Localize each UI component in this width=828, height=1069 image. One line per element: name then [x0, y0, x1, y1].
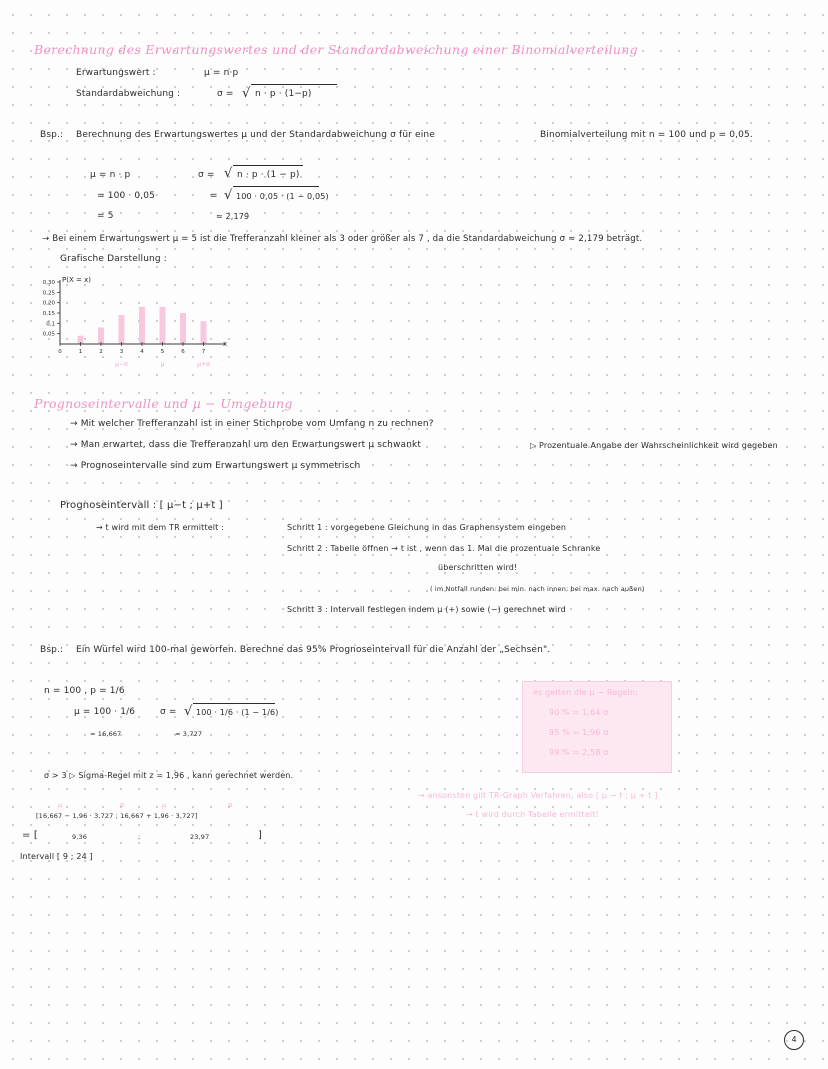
example1-conclusion: → Bei einem Erwartungswert μ = 5 ist die Trefferanzahl kleiner als 3 oder größer als 7 , da die Standardabweichung σ ≈ 2,179 beträgt. [42, 234, 643, 244]
example2-mu-line: μ = 100 · 1/6 [74, 707, 136, 717]
calc-mark-mu-2: μ [162, 801, 167, 809]
example2-label: Bsp.: [40, 645, 64, 655]
chart-ytick-label: 0,05 [42, 331, 55, 338]
example2-sigma-result: ≈ 3,727 [175, 730, 203, 738]
result-open: = [ [22, 830, 38, 841]
chart-bar-4 [139, 307, 145, 344]
calc-mark-sigma-1: σ [120, 801, 125, 809]
rounding-note: ( im Notfall runden: bei min. nach innen; bei max. nach außen) [430, 585, 645, 593]
section-title-prognosis-intervals: Prognoseintervalle und μ − Umgebung [34, 396, 293, 411]
graph-label: Grafische Darstellung : [60, 254, 167, 264]
sqrt-symbol: √ [224, 166, 233, 181]
example1-text: Berechnung des Erwartungswertes μ und der Standardabweichung σ für eine [76, 130, 435, 140]
def-standard-deviation-label: Standardabweichung : [76, 89, 181, 99]
sigma-box-row-99: 99 % = 2,58 σ [549, 748, 609, 757]
section2-bullet-2: → Man erwartet, dass die Trefferanzahl um den Erwartungswert μ schwankt [70, 440, 422, 450]
sqrt-bar [251, 84, 337, 85]
section-title-expected-value: Berechnung des Erwartungswertes und der Standardabweichung einer Binomialverteilung [34, 42, 638, 57]
t-note: → t wird mit dem TR ermittelt : [96, 523, 225, 532]
example1-text-continued: Binomialverteilung mit n = 100 und p = 0,05. [540, 130, 753, 140]
chart-annotation: μ+σ [197, 361, 210, 368]
binomial-bar-chart [30, 272, 250, 372]
page-number: 4 [784, 1030, 804, 1050]
chart-xtick-label: 1 [78, 349, 83, 355]
chart-bar-5 [160, 307, 166, 344]
example1-mu-line-2: = 100 · 0,05 [97, 191, 156, 201]
step-2: Schritt 2 : Tabelle öffnen → t ist , wenn das 1. Mal die prozentuale Schranke [287, 544, 601, 553]
section2-bullet-1: → Mit welcher Trefferanzahl ist in einer Stichprobe vom Umfang n zu rechnen? [70, 419, 434, 429]
example1-sigma-radicand-2: 100 · 0,05 · (1 − 0,05) [236, 192, 329, 201]
example1-label: Bsp.: [40, 130, 64, 140]
chart-ytick-label: 0,30 [42, 280, 55, 286]
chart-bar-3 [119, 315, 125, 344]
result-lower-bound: 9,36 [72, 833, 88, 841]
sqrt-bar [233, 186, 319, 187]
calc-mark-mu-1: μ [58, 801, 63, 809]
section2-bullet-3: → Prognoseintervalle sind zum Erwartungswert μ symmetrisch [70, 461, 361, 471]
chart-bar-7 [201, 321, 207, 344]
example1-sigma-radicand-1: n · p · (1 − p) [237, 170, 300, 180]
result-separator: ; [138, 833, 141, 841]
chart-ytick-label: 0,15 [42, 311, 55, 317]
calc-line: [16,667 − 1,96 · 3,727 ; 16,667 + 1,96 · 3,727] [36, 812, 198, 820]
def-expected-value-formula: μ = n·p [204, 68, 239, 78]
example2-mu-result: ≈ 16,667 [90, 730, 122, 738]
chart-annotation: μ [160, 361, 165, 368]
chart-xtick-label: 3 [119, 349, 124, 355]
chart-annotation: μ−σ [115, 361, 128, 368]
sqrt-symbol: √ [184, 704, 193, 719]
example1-mu-line-3: = 5 [97, 211, 114, 221]
chart-ytick-label: 0,25 [42, 290, 55, 297]
tr-table-note: → t wird durch Tabelle ermittelt! [466, 810, 599, 819]
sqrt-bar [193, 703, 275, 704]
chart-xlabel: x [223, 340, 228, 348]
chart-ylabel: P(X = x) [62, 276, 91, 284]
chart-xtick-label: 4 [140, 349, 144, 355]
example2-text: Ein Würfel wird 100-mal geworfen. Berechne das 95% Prognoseintervall für die Anzahl der „Sechsen". [76, 645, 551, 655]
chart-xtick-label: 7 [201, 349, 206, 355]
example1-sigma-result: ≈ 2,179 [216, 212, 250, 221]
sigma-box-row-90: 90 % = 1,64 σ [549, 708, 609, 717]
section2-bullet-2-note: ▷ Prozentuale Angabe der Wahrscheinlichkeit wird gegeben [530, 441, 778, 450]
sigma-rule-note: σ > 3 ▷ Sigma-Regel mit z = 1,96 , kann gerechnet werden. [44, 771, 294, 780]
sqrt-symbol: √ [224, 188, 233, 203]
chart-xtick-label: 2 [99, 349, 103, 355]
def-expected-value-label: Erwartungswert : [76, 68, 156, 78]
chart-xtick-label: 6 [181, 349, 185, 355]
chart-ytick-label: 0,1 [46, 321, 55, 328]
chart-ytick-label: 0,20 [42, 300, 55, 307]
def-standard-deviation-prefix: σ = [217, 89, 234, 99]
step-2-continued: überschritten wird! [438, 563, 518, 572]
sigma-rules-box [522, 681, 672, 773]
final-interval: Intervall [ 9 ; 24 ] [20, 852, 93, 861]
example1-mu-line-1: μ = n · p [90, 170, 131, 180]
chart-xtick-label: 0 [58, 349, 62, 355]
sqrt-bar [233, 165, 303, 166]
sigma-box-row-95: 95 % = 1,96 σ [549, 728, 609, 737]
example2-sigma-radicand: 100 · 1/6 · (1 − 1/6) [196, 708, 279, 717]
example2-given: n = 100 , p = 1/6 [44, 686, 125, 696]
chart-bar-2 [98, 327, 104, 344]
sqrt-symbol: √ [242, 86, 251, 101]
step-1: Schritt 1 : vorgegebene Gleichung in das Graphensystem eingeben [287, 523, 567, 532]
chart-xtick-label: 5 [160, 349, 165, 355]
example1-sigma-prefix: σ = [198, 170, 215, 180]
example2-sigma-prefix: σ = [160, 707, 177, 717]
tr-graph-note: → ansonsten gilt TR-Graph Verfahren, also [ μ − t ; μ + t ] [418, 791, 658, 800]
sigma-box-title: es gelten die μ − Regeln: [533, 688, 639, 697]
step-3: Schritt 3 : Intervall festlegen indem μ (+) sowie (−) gerechnet wird [287, 605, 566, 614]
result-upper-bound: 23,97 [190, 833, 210, 841]
prognosis-interval-definition: Prognoseintervall : [ μ−t ; μ+t ] [60, 500, 223, 511]
example1-sigma-eq: = [210, 191, 218, 201]
calc-mark-sigma-2: σ [228, 801, 233, 809]
def-standard-deviation-radicand: n · p · (1−p) [255, 89, 312, 99]
chart-bar-6 [180, 313, 186, 344]
result-close: ] [258, 830, 263, 841]
